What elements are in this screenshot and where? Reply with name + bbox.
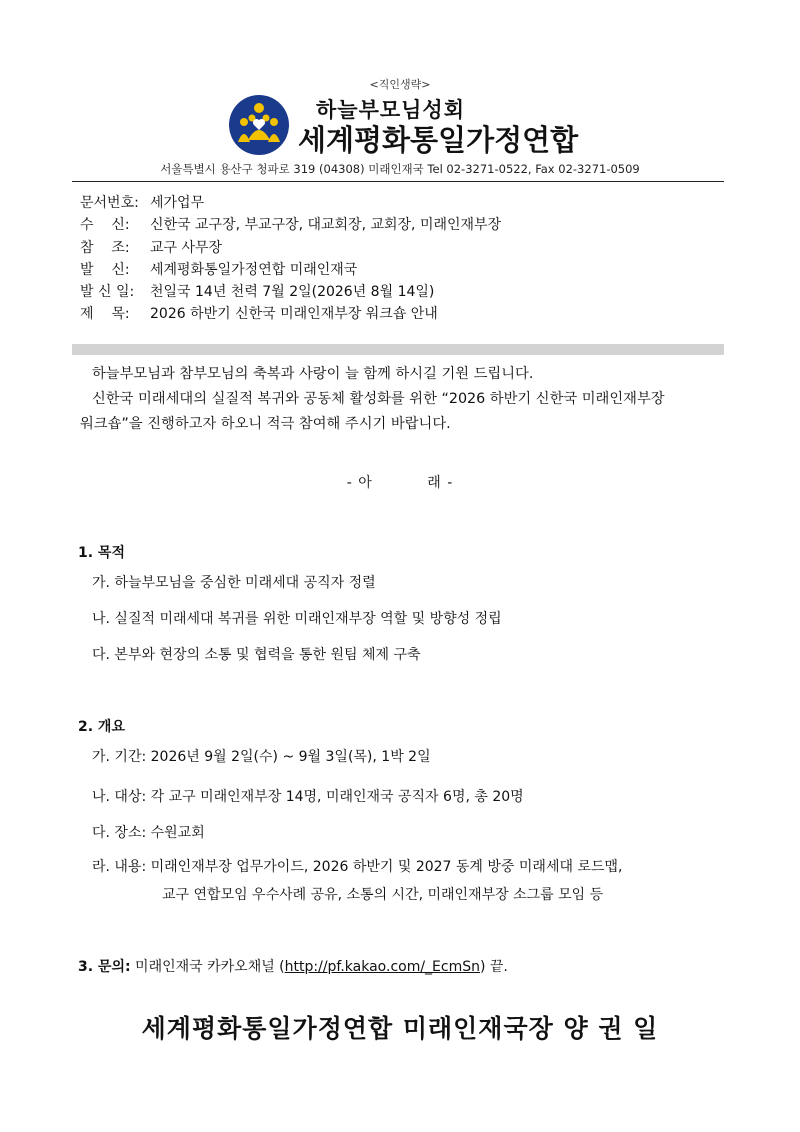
meta-value: 교구 사무장 (150, 239, 223, 256)
intro-line: 워크숍”을 진행하고자 하오니 적극 참여해 주시기 바랍니다. (80, 416, 451, 432)
org-address: 서울특별시 용산구 청파로 319 (04308) 미래인재국 Tel 02-3271-0522, Fax 02-3271-0509 (160, 162, 640, 176)
meta-label: 문서번호: (80, 195, 139, 211)
meta-label: 참 조: (80, 239, 130, 256)
kakao-channel-link[interactable]: http://pf.kakao.com/_EcmSn (284, 959, 480, 975)
list-item: 나. 대상: 각 교구 미래인재부장 14명, 미래인재국 공직자 6명, 총 20명 (92, 789, 524, 805)
section-divider-bar (72, 344, 724, 355)
meta-label: 제 목: (80, 306, 130, 323)
meta-label: 발 신 일: (80, 284, 135, 301)
list-item: 가. 하늘부모님을 중심한 미래세대 공직자 정렬 (92, 575, 376, 591)
contact-text-end: ) 끝. (480, 959, 508, 975)
list-item: 다. 본부와 현장의 소통 및 협력을 통한 원팀 체제 구축 (92, 647, 421, 663)
list-item: 라. 내용: 미래인재부장 업무가이드, 2026 하반기 및 2027 동계 방중 미래세대 로드맵, (92, 859, 623, 875)
meta-value: 천일국 14년 천력 7월 2일(2026년 8월 14일) (150, 284, 435, 301)
meta-date (80, 281, 501, 303)
tagline-seal-omitted: <직인생략> (369, 78, 431, 91)
section-title-contact: 3. 문의: (78, 959, 131, 975)
list-item: 나. 실질적 미래세대 복귀를 위한 미래인재부장 역할 및 방향성 정립 (92, 611, 502, 627)
meta-value: 세가업무 (150, 195, 205, 211)
header-divider (72, 181, 724, 182)
notice-mark: - 아 래 - (346, 475, 454, 491)
intro-line: 신한국 미래세대의 실질적 복귀와 공동체 활성화를 위한 “2026 하반기 신한국 미래인재부장 (92, 391, 665, 407)
list-item: 가. 기간: 2026년 9월 2일(수) ~ 9월 3일(목), 1박 2일 (92, 749, 431, 765)
meta-doc-no (80, 192, 501, 214)
contact-text: 미래인재국 카카오채널 ( (135, 959, 285, 975)
meta-label: 수 신: (80, 217, 130, 234)
document-meta (80, 192, 501, 326)
meta-subject (80, 303, 501, 325)
meta-sender (80, 259, 501, 281)
org-name: 세계평화통일가정연합 (298, 123, 579, 157)
section-title-purpose: 1. 목적 (78, 545, 125, 561)
meta-value: 세계평화통일가정연합 미래인재국 (150, 261, 358, 278)
intro-paragraph (80, 362, 730, 437)
list-item: 다. 장소: 수원교회 (92, 825, 205, 841)
list-item-continuation: 교구 연합모임 우수사례 공유, 소통의 시간, 미래인재부장 소그룹 모임 등 (162, 887, 604, 903)
org-subtitle: 하늘부모님성회 (316, 98, 466, 122)
meta-value: 2026 하반기 신한국 미래인재부장 워크숍 안내 (150, 306, 438, 323)
section-title-overview: 2. 개요 (78, 719, 125, 735)
meta-label: 발 신: (80, 261, 130, 278)
meta-recipient (80, 214, 501, 236)
meta-reference (80, 237, 501, 259)
intro-line: 하늘부모님과 참부모님의 축복과 사랑이 늘 함께 하시길 기원 드립니다. (92, 366, 534, 382)
meta-value: 신한국 교구장, 부교구장, 대교회장, 교회장, 미래인재부장 (150, 217, 502, 234)
org-logo-emblem-icon (228, 94, 290, 156)
closing-signature: 세계평화통일가정연합 미래인재국장 양 권 일 (141, 1014, 659, 1043)
contact-line (78, 956, 508, 976)
